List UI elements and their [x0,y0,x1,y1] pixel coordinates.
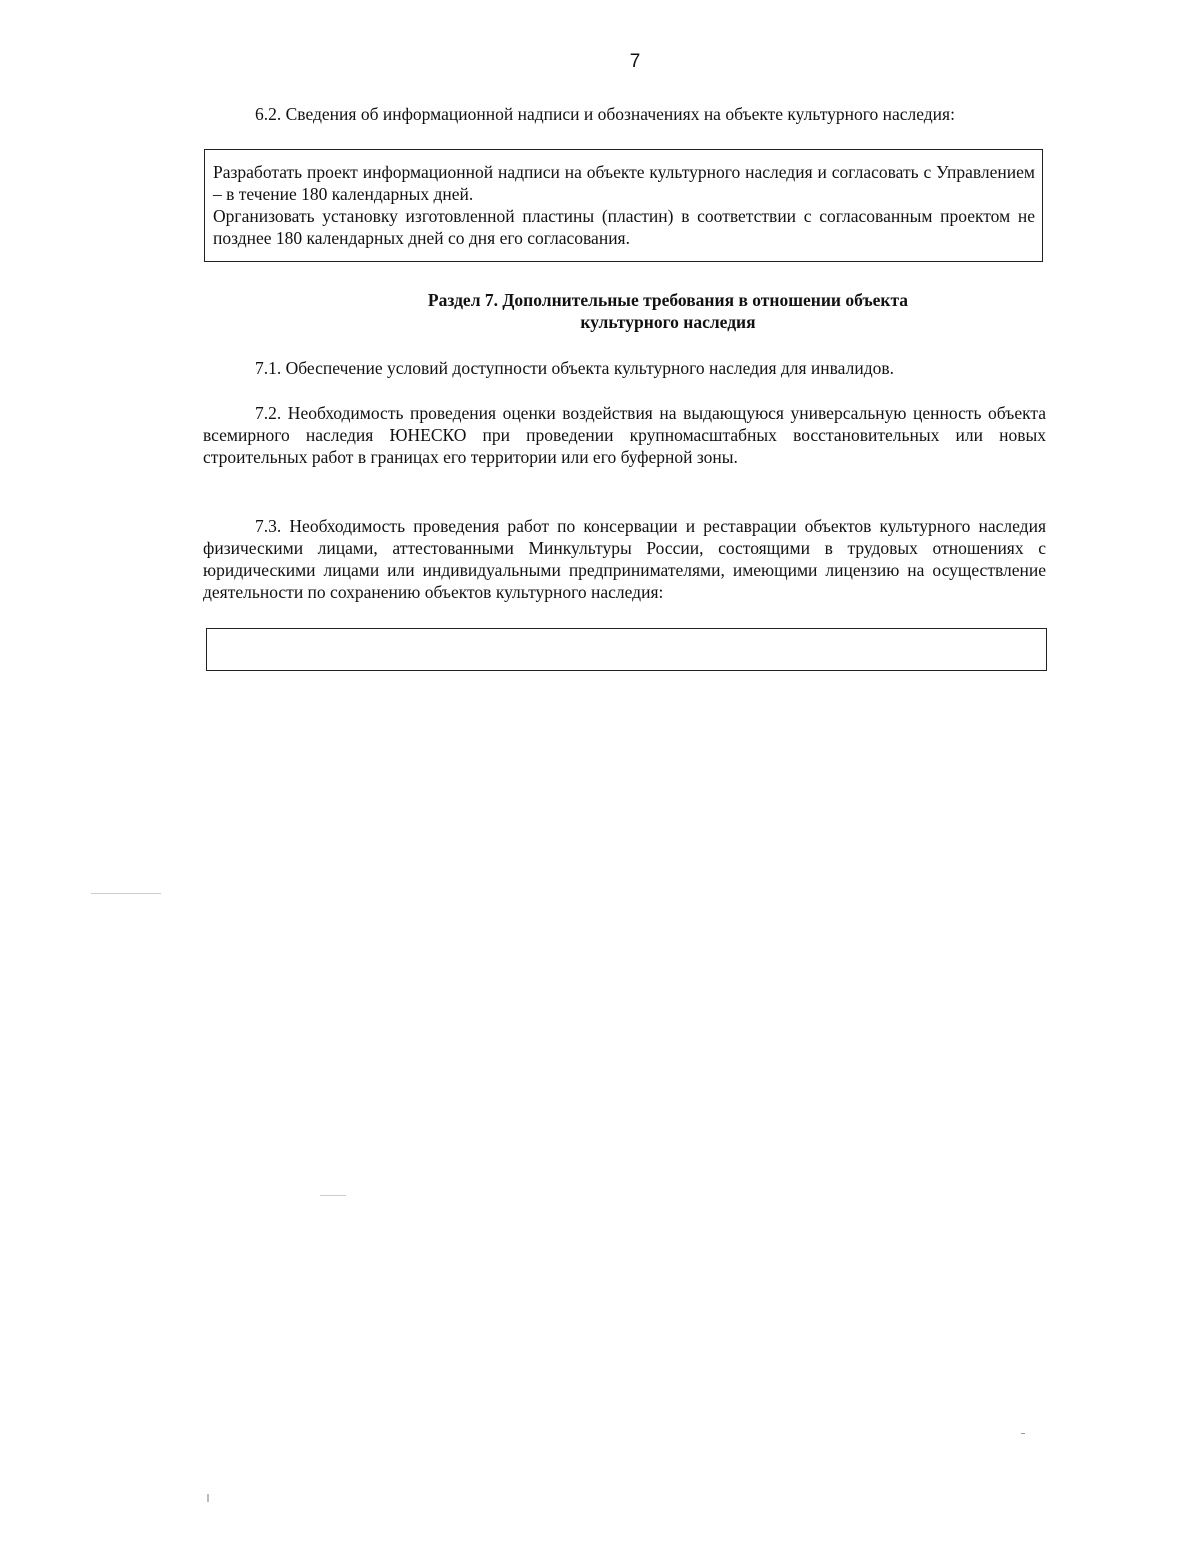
paragraph-7-2: 7.2. Необходимость проведения оценки воздействия на выдающуюся универсальную ценность объекта всемирного наследия ЮНЕСКО при проведении крупномасштабных восстановительных или новых строительных работ в границах его территории или его буферной зоны. [203,403,1046,467]
section-7-heading-line-1: Раздел 7. Дополнительные требования в отношении объекта [427,290,909,310]
section-7-heading-line-2: культурного наследия [580,312,756,332]
empty-box [206,628,1047,671]
info-inscription-box [204,149,1043,262]
page-number: 7 [629,51,641,72]
scan-speck [1021,1433,1025,1434]
scan-speck [91,893,161,894]
paragraph-7-1: 7.1. Обеспечение условий доступности объекта культурного наследия для инвалидов. [255,358,894,378]
info-inscription-paragraph-1: Разработать проект информационной надписи на объекте культурного наследия и согласовать с Управлением – в течение 180 календарных дней. [213,162,1035,204]
info-inscription-paragraph-2: Организовать установку изготовленной пластины (пластин) в соответствии с согласованным проектом не позднее 180 календарных дней со дня его согласования. [213,206,1035,248]
scan-speck [207,1494,209,1502]
paragraph-6-2: 6.2. Сведения об информационной надписи и обозначениях на объекте культурного наследия: [255,104,955,124]
scan-speck [320,1195,346,1196]
section-7-heading [203,289,1133,333]
paragraph-7-3: 7.3. Необходимость проведения работ по консервации и реставрации объектов культурного наследия физическими лицами, аттестованными Минкультуры России, состоящими в трудовых отношениях с юридическими лицами или индивидуальными предпринимателями, имеющими лицензию на осуществление деятельности по сохранению объектов культурного наследия: [203,516,1046,602]
